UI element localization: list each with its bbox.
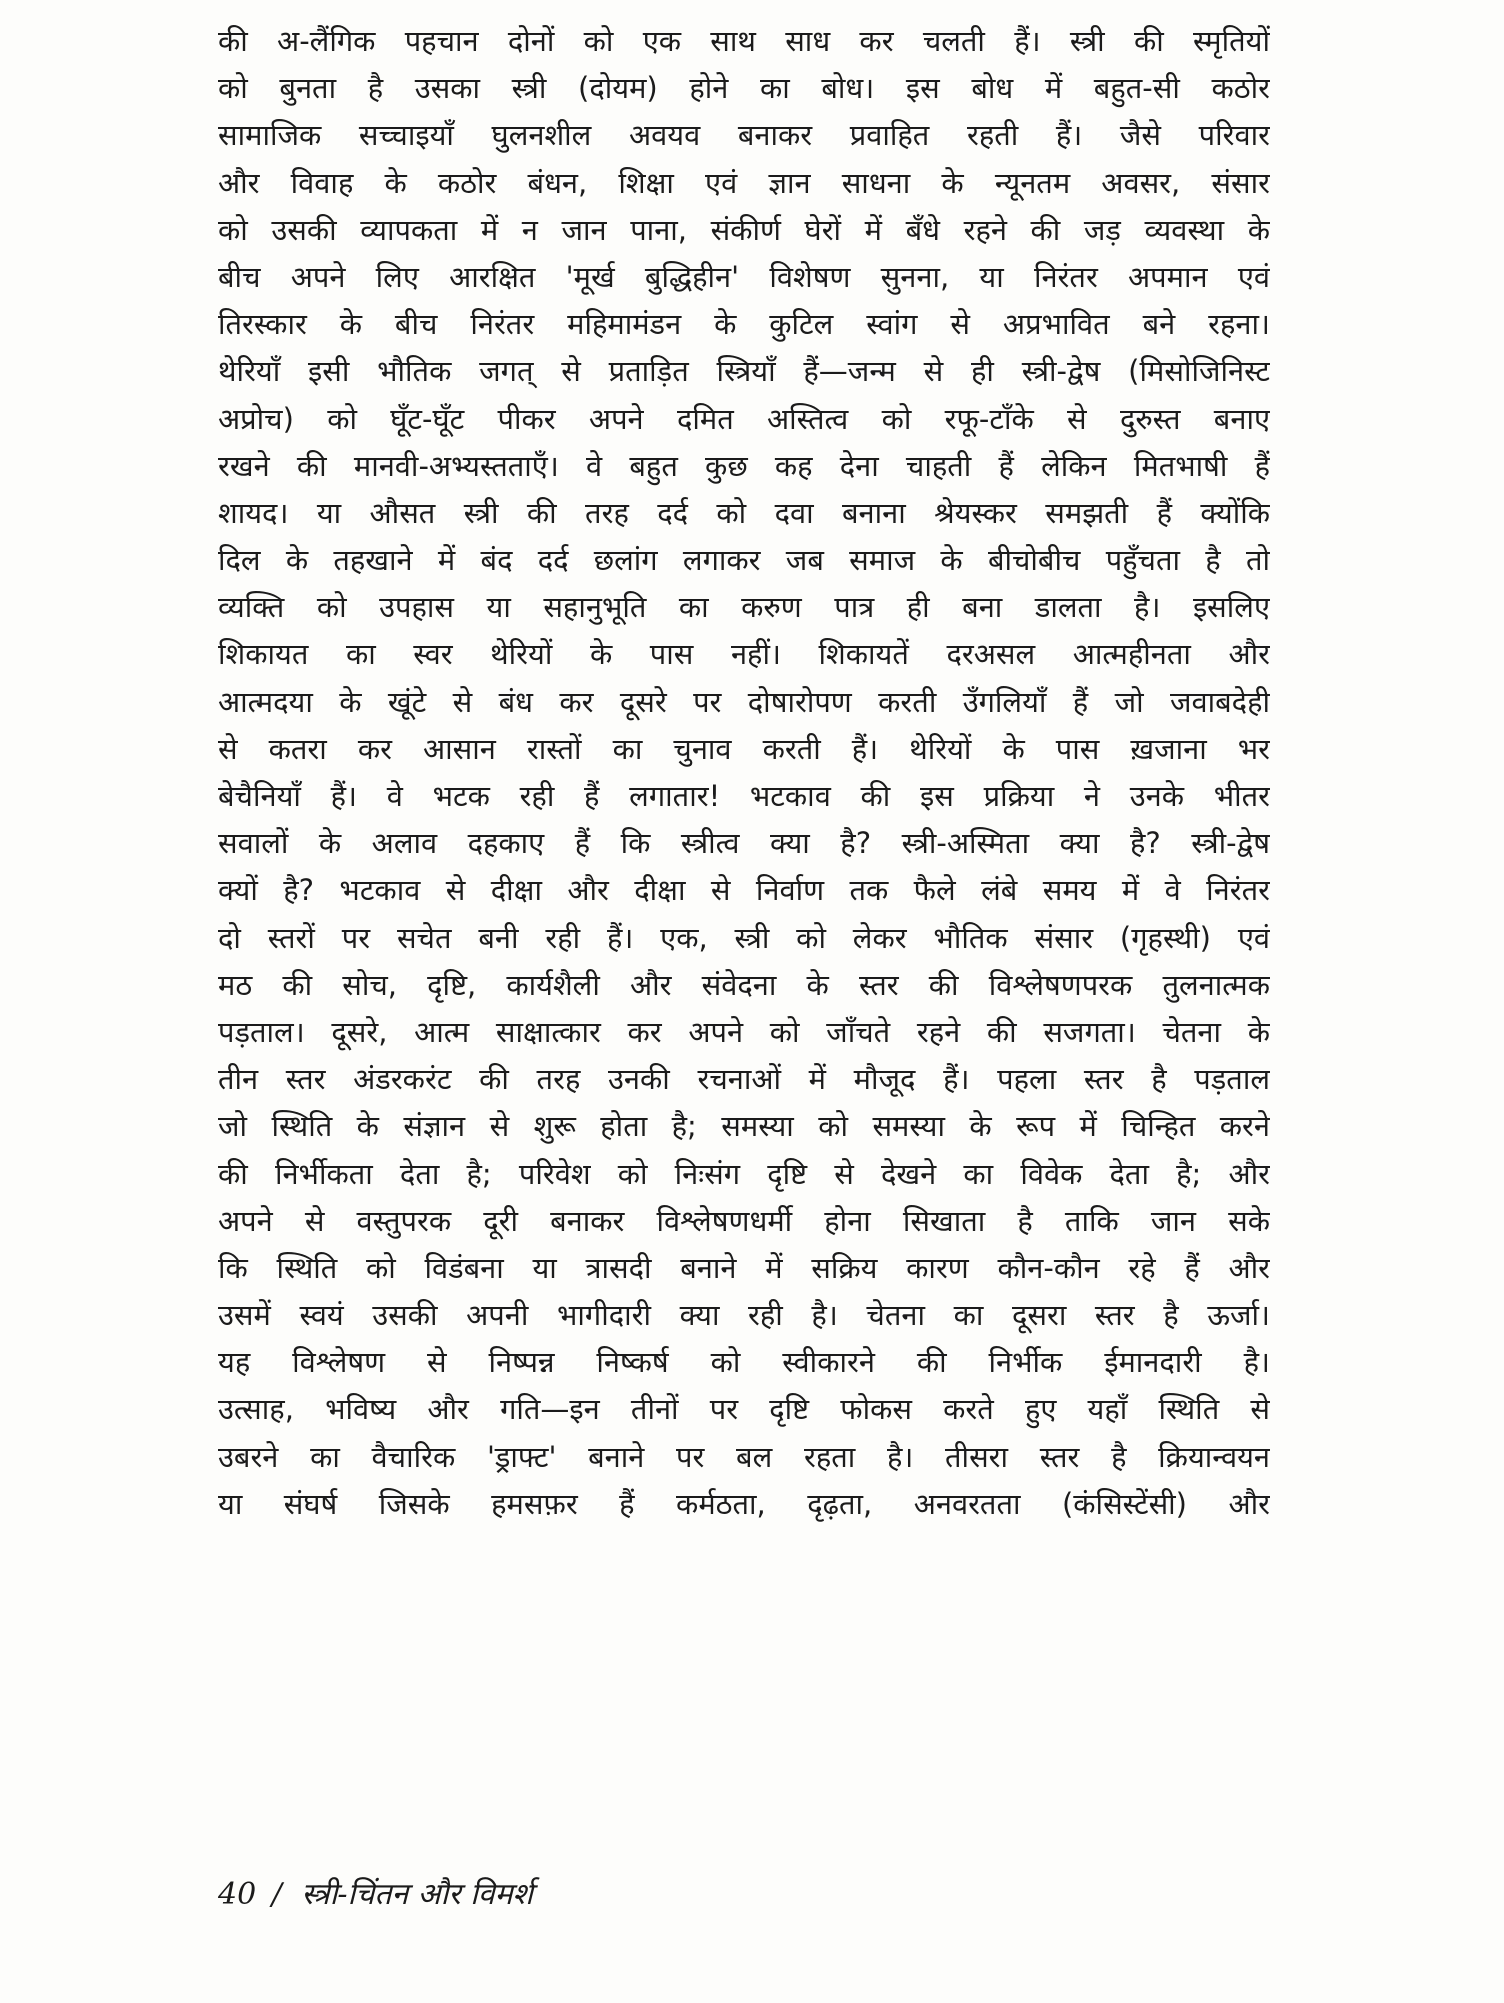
text-line: दिल के तहखाने में बंद दर्द छलांग लगाकर जब समाज के बीचोबीच पहुँचता है तो <box>218 543 1270 578</box>
text-line: उत्साह, भविष्य और गति—इन तीनों पर दृष्टि फोकस करते हुए यहाँ स्थिति से <box>218 1392 1270 1427</box>
footer-separator: / <box>271 1877 282 1912</box>
running-book-title: स्त्री-चिंतन और विमर्श <box>301 1877 533 1912</box>
text-line: अपने से वस्तुपरक दूरी बनाकर विश्लेषणधर्मी होना सिखाता है ताकि जान सके <box>218 1203 1270 1238</box>
text-line: शिकायत का स्वर थेरियों के पास नहीं। शिकायतें दरअसल आत्महीनता और <box>218 637 1270 672</box>
text-line: सामाजिक सच्चाइयाँ घुलनशील अवयव बनाकर प्रवाहित रहती हैं। जैसे परिवार <box>218 118 1270 153</box>
text-line: को उसकी व्यापकता में न जान पाना, संकीर्ण घेरों में बँधे रहने की जड़ व्यवस्था के <box>218 212 1270 247</box>
text-line: व्यक्ति को उपहास या सहानुभूति का करुण पात्र ही बना डालता है। इसलिए <box>218 590 1270 625</box>
body-paragraph <box>218 18 1270 1528</box>
text-line: आत्मदया के खूंटे से बंध कर दूसरे पर दोषारोपण करती उँगलियाँ हैं जो जवाबदेही <box>218 684 1270 719</box>
text-line: यह विश्लेषण से निष्पन्न निष्कर्ष को स्वीकारने की निर्भीक ईमानदारी है। <box>218 1345 1270 1380</box>
text-line: जो स्थिति के संज्ञान से शुरू होता है; समस्या को समस्या के रूप में चिन्हित करने <box>218 1109 1270 1144</box>
page-footer <box>218 1872 533 1913</box>
text-line: की निर्भीकता देता है; परिवेश को निःसंग दृष्टि से देखने का विवेक देता है; और <box>218 1156 1270 1191</box>
text-line: से कतरा कर आसान रास्तों का चुनाव करती हैं। थेरियों के पास ख़जाना भर <box>218 731 1270 766</box>
text-line: मठ की सोच, दृष्टि, कार्यशैली और संवेदना के स्तर की विश्लेषणपरक तुलनात्मक <box>218 967 1270 1002</box>
text-line: शायद। या औसत स्त्री की तरह दर्द को दवा बनाना श्रेयस्कर समझती हैं क्योंकि <box>218 495 1270 530</box>
text-line: और विवाह के कठोर बंधन, शिक्षा एवं ज्ञान साधना के न्यूनतम अवसर, संसार <box>218 165 1270 200</box>
text-line: तीन स्तर अंडरकरंट की तरह उनकी रचनाओं में मौजूद हैं। पहला स्तर है पड़ताल <box>218 1062 1270 1097</box>
text-line: को बुनता है उसका स्त्री (दोयम) होने का बोध। इस बोध में बहुत-सी कठोर <box>218 71 1270 106</box>
page-number: 40 <box>218 1877 257 1912</box>
text-line: उबरने का वैचारिक 'ड्राफ्ट' बनाने पर बल रहता है। तीसरा स्तर है क्रियान्वयन <box>218 1439 1270 1474</box>
text-line: की अ-लैंगिक पहचान दोनों को एक साथ साध कर चलती हैं। स्त्री की स्मृतियों <box>218 24 1270 58</box>
text-line: बीच अपने लिए आरक्षित 'मूर्ख बुद्धिहीन' विशेषण सुनना, या निरंतर अपमान एवं <box>218 259 1270 294</box>
text-line: बेचैनियाँ हैं। वे भटक रही हैं लगातार! भटकाव की इस प्रक्रिया ने उनके भीतर <box>218 779 1270 813</box>
text-line: तिरस्कार के बीच निरंतर महिमामंडन के कुटिल स्वांग से अप्रभावित बने रहना। <box>218 307 1270 342</box>
text-line: या संघर्ष जिसके हमसफ़र हैं कर्मठता, दृढ़ता, अनवरतता (कंसिस्टेंसी) और <box>218 1486 1270 1521</box>
text-line: कि स्थिति को विडंबना या त्रासदी बनाने में सक्रिय कारण कौन-कौन रहे हैं और <box>218 1250 1270 1285</box>
text-line: रखने की मानवी-अभ्यस्तताएँ। वे बहुत कुछ कह देना चाहती हैं लेकिन मितभाषी हैं <box>218 448 1270 483</box>
text-line: दो स्तरों पर सचेत बनी रही हैं। एक, स्त्री को लेकर भौतिक संसार (गृहस्थी) एवं <box>218 920 1270 955</box>
text-line: थेरियाँ इसी भौतिक जगत् से प्रताड़ित स्त्रियाँ हैं—जन्म से ही स्त्री-द्वेष (मिसोजिनिस्ट <box>218 354 1270 389</box>
text-line: पड़ताल। दूसरे, आत्म साक्षात्कार कर अपने को जाँचते रहने की सजगता। चेतना के <box>218 1014 1270 1049</box>
text-line: उसमें स्वयं उसकी अपनी भागीदारी क्या रही है। चेतना का दूसरा स्तर है ऊर्जा। <box>218 1298 1270 1333</box>
text-line: क्यों है? भटकाव से दीक्षा और दीक्षा से निर्वाण तक फैले लंबे समय में वे निरंतर <box>218 873 1270 908</box>
text-line: सवालों के अलाव दहकाए हैं कि स्त्रीत्व क्या है? स्त्री-अस्मिता क्या है? स्त्री-द्वेष <box>218 826 1270 861</box>
text-line: अप्रोच) को घूँट-घूँट पीकर अपने दमित अस्तित्व को रफू-टाँके से दुरुस्त बनाए <box>218 401 1270 436</box>
